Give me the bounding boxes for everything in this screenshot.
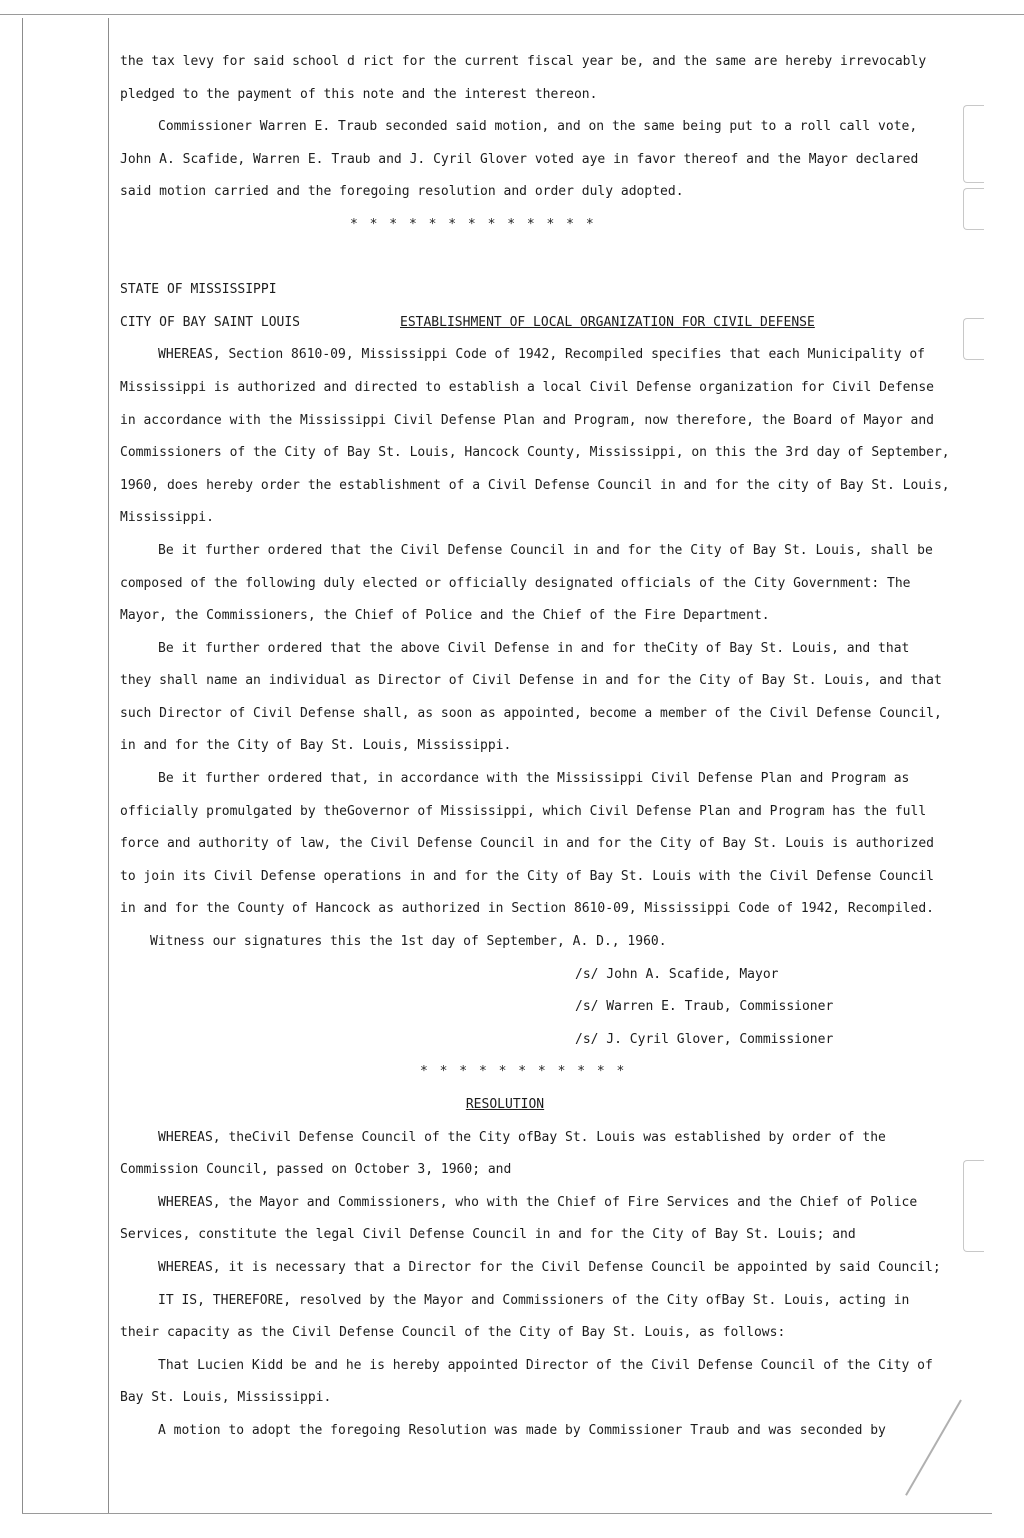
- blank-line: [120, 242, 890, 275]
- text-line: Services, constitute the legal Civil Defense Council in and for the City of Bay St. Louis; and: [120, 1227, 856, 1243]
- text-line: Bay St. Louis, Mississippi.: [120, 1390, 332, 1406]
- text-line: Be it further ordered that the Civil Defense Council in and for the City of Bay St. Louis, shall be: [158, 542, 933, 558]
- pen-stroke: [905, 1400, 962, 1496]
- text-line: Commission Council, passed on October 3, 1960; and: [120, 1162, 512, 1178]
- bottom-rule: [22, 1513, 992, 1514]
- text-line: pledged to the payment of this note and the interest thereon.: [120, 86, 598, 102]
- text-line: IT IS, THEREFORE, resolved by the Mayor and Commissioners of the City ofBay St. Louis, acting in: [158, 1292, 910, 1308]
- signature-mayor: /s/ John A. Scafide, Mayor: [575, 966, 779, 982]
- text-line: That Lucien Kidd be and he is hereby appointed Director of the Civil Defense Council of the City of: [158, 1357, 933, 1373]
- establishment-title: ESTABLISHMENT OF LOCAL ORGANIZATION FOR CIVIL DEFENSE: [400, 314, 815, 330]
- text-line: the tax levy for said school d rict for the current fiscal year be, and the same are hereby irrevocably: [120, 54, 927, 69]
- text-line: WHEREAS, Section 8610-09, Mississippi Code of 1942, Recompiled specifies that each Municipality of: [158, 347, 926, 363]
- text-line: said motion carried and the foregoing resolution and order duly adopted.: [120, 184, 684, 200]
- top-rule: [0, 14, 1024, 15]
- text-line: Commissioners of the City of Bay St. Louis, Hancock County, Mississippi, on this the 3rd day of September,: [120, 445, 950, 461]
- section-separator: * * * * * * * * * * * * *: [350, 216, 596, 232]
- binder-tab: [963, 105, 984, 183]
- text-line: Be it further ordered that, in accordance with the Mississippi Civil Defense Plan and Program as: [158, 771, 910, 787]
- text-line: they shall name an individual as Director of Civil Defense in and for the City of Bay St. Louis, and that: [120, 673, 942, 689]
- text-line: Mayor, the Commissioners, the Chief of Police and the Chief of the Fire Department.: [120, 608, 770, 624]
- text-line: WHEREAS, the Mayor and Commissioners, who with the Chief of Fire Services and the Chief of Police: [158, 1194, 918, 1210]
- text-line: in and for the City of Bay St. Louis, Mississippi.: [120, 738, 512, 754]
- text-line: Mississippi is authorized and directed to establish a local Civil Defense organization for Civil Defense: [120, 379, 934, 395]
- text-line: composed of the following duly elected or officially designated officials of the City Government: The: [120, 575, 911, 591]
- left-margin-rule: [22, 18, 23, 1513]
- text-line: officially promulgated by theGovernor of Mississippi, which Civil Defense Plan and Program has the full: [120, 803, 927, 819]
- heading-row: [120, 307, 890, 340]
- city-heading: CITY OF BAY SAINT LOUIS: [120, 314, 301, 330]
- document-body: [120, 46, 950, 1448]
- text-line: such Director of Civil Defense shall, as soon as appointed, become a member of the Civil Defense Council,: [120, 705, 942, 721]
- text-line: to join its Civil Defense operations in and for the City of Bay St. Louis with the Civil Defense Council: [120, 868, 934, 884]
- text-line: Be it further ordered that the above Civil Defense in and for theCity of Bay St. Louis, and that: [158, 640, 910, 656]
- text-line: Mississippi.: [120, 510, 214, 526]
- resolution-title: RESOLUTION: [465, 1097, 545, 1112]
- text-line: A motion to adopt the foregoing Resolution was made by Commissioner Traub and was seconded by: [158, 1422, 886, 1438]
- text-line: John A. Scafide, Warren E. Traub and J. Cyril Glover voted aye in favor thereof and the Mayor declared: [120, 151, 919, 167]
- state-heading: STATE OF MISSISSIPPI: [120, 282, 277, 298]
- signature-commissioner: /s/ Warren E. Traub, Commissioner: [575, 999, 834, 1015]
- section-separator: * * * * * * * * * * *: [420, 1064, 627, 1080]
- text-line: WHEREAS, theCivil Defense Council of the City ofBay St. Louis was established by order of the: [158, 1129, 886, 1145]
- text-line: in accordance with the Mississippi Civil Defense Plan and Program, now therefore, the Board of Mayor and: [120, 412, 934, 428]
- binder-tab: [963, 188, 984, 230]
- signature-commissioner: /s/ J. Cyril Glover, Commissioner: [575, 1031, 834, 1047]
- text-line: force and authority of law, the Civil Defense Council in and for the City of Bay St. Louis is authorized: [120, 836, 934, 852]
- text-margin-rule: [108, 18, 109, 1513]
- text-line: their capacity as the Civil Defense Council of the City of Bay St. Louis, as follows:: [120, 1325, 786, 1341]
- text-line: Commissioner Warren E. Traub seconded said motion, and on the same being put to a roll call vote,: [158, 119, 918, 135]
- witness-line: Witness our signatures this the 1st day of September, A. D., 1960.: [150, 934, 667, 950]
- text-line: WHEREAS, it is necessary that a Director for the Civil Defense Council be appointed by said Council;: [158, 1259, 941, 1275]
- binder-tab: [963, 318, 984, 360]
- binder-tab: [963, 1160, 984, 1252]
- text-line: in and for the County of Hancock as authorized in Section 8610-09, Mississippi Code of 1942, Recompiled.: [120, 901, 934, 917]
- text-line: 1960, does hereby order the establishment of a Civil Defense Council in and for the city of Bay St. Louis,: [120, 477, 950, 493]
